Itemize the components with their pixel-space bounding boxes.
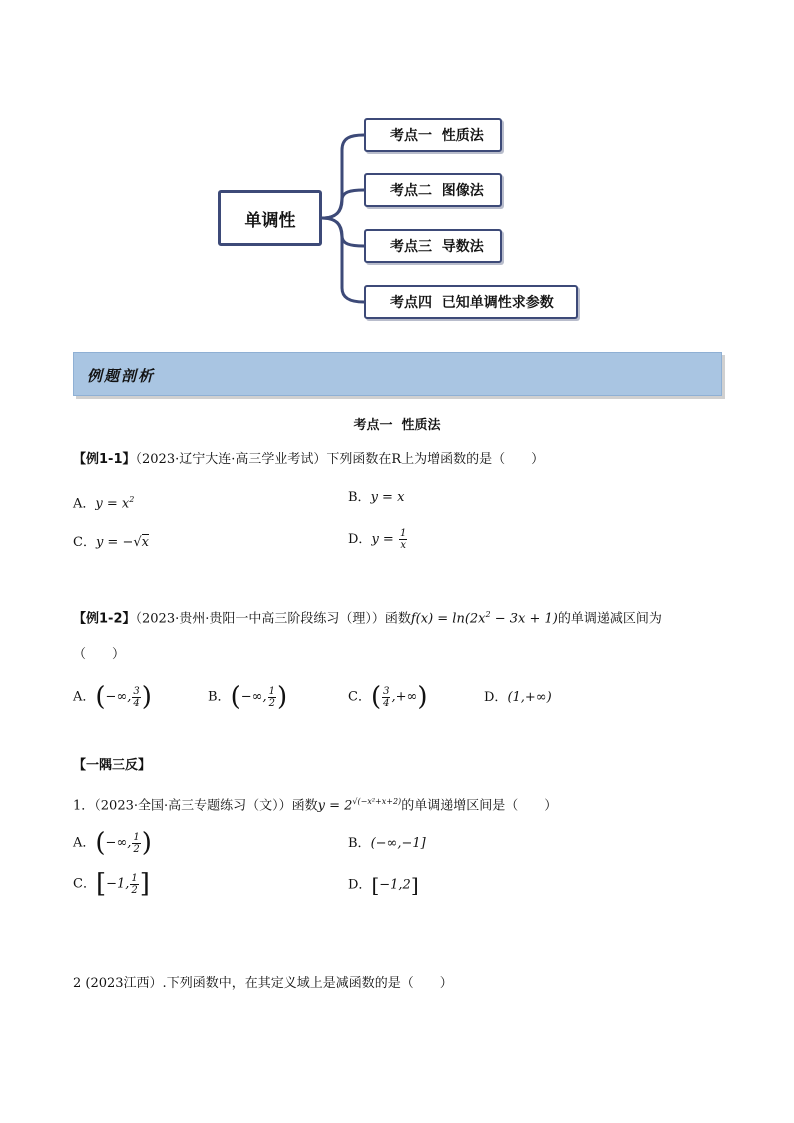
denominator: 2 bbox=[133, 843, 140, 855]
option-expr: y = x bbox=[95, 496, 130, 512]
numerator: 1 bbox=[399, 528, 407, 539]
option-label: C． bbox=[348, 689, 371, 705]
function-exponent: 2 bbox=[485, 610, 491, 619]
practice-q1-option-d: D．[−1,2] bbox=[348, 873, 419, 897]
section-banner bbox=[73, 352, 722, 396]
option-label: A． bbox=[73, 496, 96, 512]
numerator: 3 bbox=[383, 685, 390, 697]
mindmap-branch-4 bbox=[364, 285, 578, 319]
practice-q1-option-b bbox=[348, 835, 426, 853]
option-expr: y = bbox=[371, 532, 394, 547]
denominator: 4 bbox=[383, 697, 390, 709]
banner-title: 例题剖析 bbox=[87, 367, 156, 385]
mindmap-branch-3 bbox=[364, 229, 502, 263]
example-1-2-option-b: B．(−∞, $\frac{1}{2}$ ) bbox=[208, 682, 288, 712]
section-title: 考点一 性质法 bbox=[353, 418, 441, 433]
example-1-2-question bbox=[73, 606, 662, 628]
question-text-tail: 的单调递增区间是（ ） bbox=[401, 798, 558, 814]
option-label: A． bbox=[73, 835, 96, 851]
sqrt-sign: √ bbox=[133, 535, 142, 550]
mindmap-root bbox=[218, 190, 322, 246]
mindmap-branch-label: 考点一 性质法 bbox=[390, 128, 484, 144]
fraction bbox=[132, 832, 140, 855]
option-label: B． bbox=[348, 836, 371, 851]
example-1-2-option-d bbox=[484, 689, 552, 707]
mindmap-branch-1 bbox=[364, 118, 502, 152]
practice-heading: 【一隅三反】 bbox=[73, 758, 152, 773]
fraction bbox=[130, 873, 138, 896]
fraction bbox=[268, 686, 276, 709]
fraction bbox=[132, 686, 140, 709]
option-expr: y = x bbox=[370, 490, 405, 505]
option-exponent: 2 bbox=[129, 495, 135, 504]
option-label: C． bbox=[73, 876, 96, 892]
denominator: 2 bbox=[268, 697, 275, 709]
function-exponent: √(−x²+x+2) bbox=[352, 797, 402, 806]
denominator: x bbox=[400, 540, 406, 551]
example-1-1-option-c bbox=[73, 534, 149, 552]
practice-q1-option-a: A．(−∞, $\frac{1}{2}$ ) bbox=[73, 828, 152, 858]
option-expr: −∞, bbox=[240, 689, 267, 705]
question-text: 1．（2023·全国·高三专题练习（文））函数 bbox=[73, 798, 318, 814]
mindmap-branch-label: 考点二 图像法 bbox=[390, 183, 484, 199]
question-text: （2023·贵州·贵阳一中高三阶段练习（理））函数 bbox=[135, 611, 411, 627]
example-1-1-option-b bbox=[348, 489, 404, 507]
mindmap-branch-2 bbox=[364, 173, 502, 207]
mindmap-root-label: 单调性 bbox=[244, 210, 296, 231]
fraction bbox=[399, 528, 407, 551]
fraction bbox=[382, 686, 390, 709]
option-expr: −∞, bbox=[105, 835, 132, 851]
example-tag: 【例1-2】 bbox=[73, 611, 136, 627]
question-text: （2023·辽宁大连·高三学业考试）下列函数在R上为增函数的是（ ） bbox=[135, 452, 545, 467]
practice-q1 bbox=[73, 793, 557, 815]
numerator: 1 bbox=[131, 872, 138, 884]
denominator: 2 bbox=[131, 884, 138, 896]
option-expr: ,+∞ bbox=[391, 689, 418, 705]
option-label: B． bbox=[348, 490, 371, 505]
numerator: 1 bbox=[268, 685, 275, 697]
example-1-1-option-a bbox=[73, 491, 134, 513]
numerator: 1 bbox=[133, 831, 140, 843]
practice-q1-option-c: C．[−1, $\frac{1}{2}$ ] bbox=[73, 869, 150, 899]
option-expr: y = − bbox=[95, 535, 134, 550]
function-expr: y = 2 bbox=[317, 798, 353, 814]
mindmap-branch-label: 考点三 导数法 bbox=[390, 239, 484, 255]
option-expr: −1,2 bbox=[379, 877, 411, 893]
example-1-1-question bbox=[73, 451, 544, 469]
function-expr: f(x) = ln(2x bbox=[410, 611, 486, 627]
option-radicand: x bbox=[141, 535, 149, 550]
example-tag: 【例1-1】 bbox=[73, 452, 136, 467]
option-label: D． bbox=[484, 690, 508, 705]
denominator: 4 bbox=[133, 697, 140, 709]
question-text-tail: 的单调递减区间为 bbox=[557, 611, 662, 627]
mindmap-branch-label: 考点四 已知单调性求参数 bbox=[390, 295, 554, 311]
practice-q2: 2 (2023江西）.下列函数中，在其定义域上是减函数的是（ ） bbox=[73, 976, 453, 991]
example-1-2-option-c: C．( $\frac{3}{4}$ ,+∞) bbox=[348, 682, 428, 712]
example-1-2-option-a: A．(−∞, $\frac{3}{4}$ ) bbox=[73, 682, 152, 712]
example-1-1-option-d bbox=[348, 528, 408, 551]
option-label: D． bbox=[348, 532, 372, 547]
option-label: B． bbox=[208, 689, 231, 705]
option-expr: (−∞,−1] bbox=[370, 836, 426, 851]
numerator: 3 bbox=[133, 685, 140, 697]
option-label: C． bbox=[73, 535, 96, 550]
option-expr: (1,+∞) bbox=[507, 690, 552, 705]
option-expr: −∞, bbox=[105, 689, 132, 705]
example-1-2-blank: （ ） bbox=[73, 647, 126, 662]
option-label: A． bbox=[73, 689, 96, 705]
function-expr-tail: − 3x + 1) bbox=[490, 611, 558, 627]
option-label: D． bbox=[348, 877, 372, 893]
option-expr: −1, bbox=[106, 876, 130, 892]
